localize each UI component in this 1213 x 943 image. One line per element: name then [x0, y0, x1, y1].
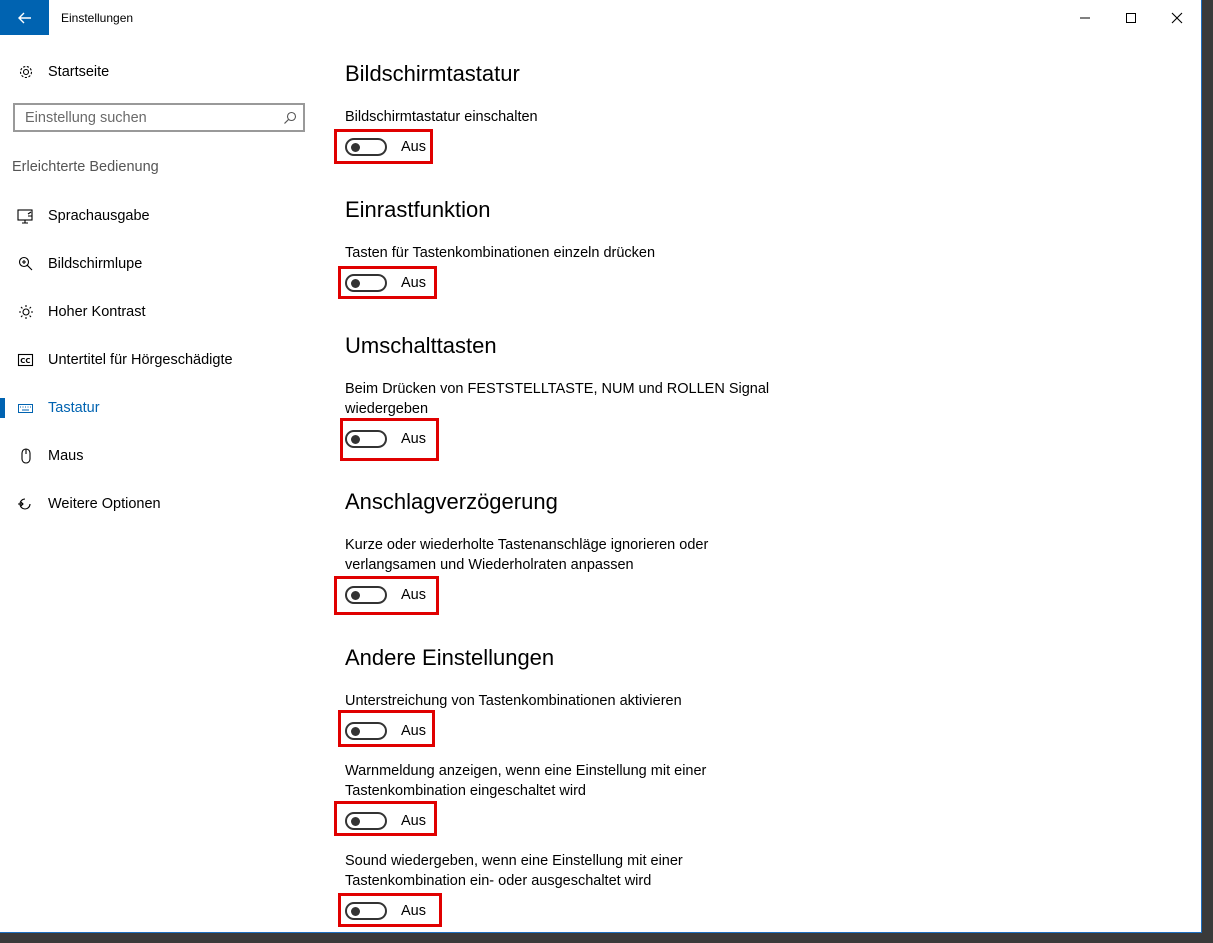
back-arrow-icon [18, 12, 32, 24]
sidebar-item-label: Startseite [48, 64, 110, 80]
back-button[interactable] [0, 0, 49, 35]
sidebar-item-more-options[interactable] [0, 484, 325, 524]
toggle-knob [351, 279, 360, 288]
toggle-state-label: Aus [401, 139, 426, 155]
gear-icon [17, 64, 35, 80]
window-title: Einstellungen [61, 11, 134, 25]
toggle-knob [351, 435, 360, 444]
sidebar-item-label: Untertitel für Hörgeschädigte [48, 352, 233, 368]
maximize-icon [1125, 12, 1137, 24]
section-heading: Umschalttasten [345, 333, 497, 358]
sidebar-item-label: Sprachausgabe [48, 208, 150, 224]
title-bar [0, 0, 1201, 37]
sidebar-item-label: Maus [48, 448, 84, 464]
toggle-switch[interactable] [345, 274, 387, 292]
sidebar-item-narrator[interactable] [0, 196, 325, 236]
close-icon [1171, 12, 1183, 24]
narrator-icon [17, 208, 35, 224]
sidebar-item-keyboard[interactable] [0, 388, 325, 428]
toggle-state-label: Aus [401, 813, 426, 829]
svg-text:CC: CC [20, 357, 31, 365]
section-heading: Andere Einstellungen [345, 645, 555, 670]
setting-description: Warnmeldung anzeigen, wenn eine Einstellung mit einer Tastenkombination eingeschaltet wird [345, 763, 707, 799]
search-icon [283, 111, 297, 125]
search-input[interactable] [13, 103, 305, 132]
toggle-switch[interactable] [345, 902, 387, 920]
minimize-icon [1079, 12, 1091, 24]
toggle-state-label: Aus [401, 587, 426, 603]
setting-description: Tasten für Tastenkombinationen einzeln drücken [345, 245, 656, 261]
toggle-switch[interactable] [345, 812, 387, 830]
sidebar-item-high-contrast[interactable] [0, 292, 325, 332]
sidebar-item-label: Bildschirmlupe [48, 256, 143, 272]
keyboard-icon [17, 400, 35, 416]
closed-captions-icon [17, 352, 35, 368]
toggle-switch[interactable] [345, 138, 387, 156]
close-button[interactable] [1154, 0, 1200, 36]
sidebar-group-heading: Erleichterte Bedienung [12, 159, 159, 175]
maximize-button[interactable] [1108, 0, 1154, 36]
sidebar-item-label: Hoher Kontrast [48, 304, 146, 320]
toggle-switch[interactable] [345, 722, 387, 740]
sidebar [0, 37, 325, 932]
minimize-button[interactable] [1062, 0, 1108, 36]
toggle-switch[interactable] [345, 586, 387, 604]
sidebar-item-closed-captions[interactable] [0, 340, 325, 380]
sidebar-item-home[interactable] [0, 52, 325, 92]
toggle-state-label: Aus [401, 723, 426, 739]
search-placeholder: Einstellung suchen [25, 110, 147, 126]
settings-content [345, 37, 1185, 932]
sidebar-item-label: Weitere Optionen [48, 496, 161, 512]
setting-description: Bildschirmtastatur einschalten [345, 109, 538, 125]
toggle-knob [351, 727, 360, 736]
toggle-knob [351, 591, 360, 600]
section-heading: Anschlagverzögerung [345, 489, 558, 514]
toggle-state-label: Aus [401, 431, 426, 447]
setting-description: Sound wiedergeben, wenn eine Einstellung mit einer Tastenkombination ein- oder ausgeschaltet wird [345, 853, 683, 889]
sidebar-item-mouse[interactable] [0, 436, 325, 476]
toggle-knob [351, 817, 360, 826]
mouse-icon [17, 448, 35, 464]
sidebar-item-magnifier[interactable] [0, 244, 325, 284]
toggle-state-label: Aus [401, 903, 426, 919]
toggle-knob [351, 907, 360, 916]
setting-description: Unterstreichung von Tastenkombinationen aktivieren [345, 693, 682, 709]
sidebar-item-label: Tastatur [48, 400, 100, 416]
section-heading: Einrastfunktion [345, 197, 491, 222]
toggle-state-label: Aus [401, 275, 426, 291]
section-heading: Bildschirmtastatur [345, 61, 520, 86]
magnifier-icon [17, 256, 35, 272]
toggle-knob [351, 143, 360, 152]
setting-description: Beim Drücken von FESTSTELLTASTE, NUM und ROLLEN Signal wiedergeben [345, 381, 770, 417]
toggle-switch[interactable] [345, 430, 387, 448]
more-options-icon [17, 496, 35, 512]
brightness-icon [17, 304, 35, 320]
setting-description: Kurze oder wiederholte Tastenanschläge ignorieren oder verlangsamen und Wiederholraten anpassen [345, 537, 709, 573]
